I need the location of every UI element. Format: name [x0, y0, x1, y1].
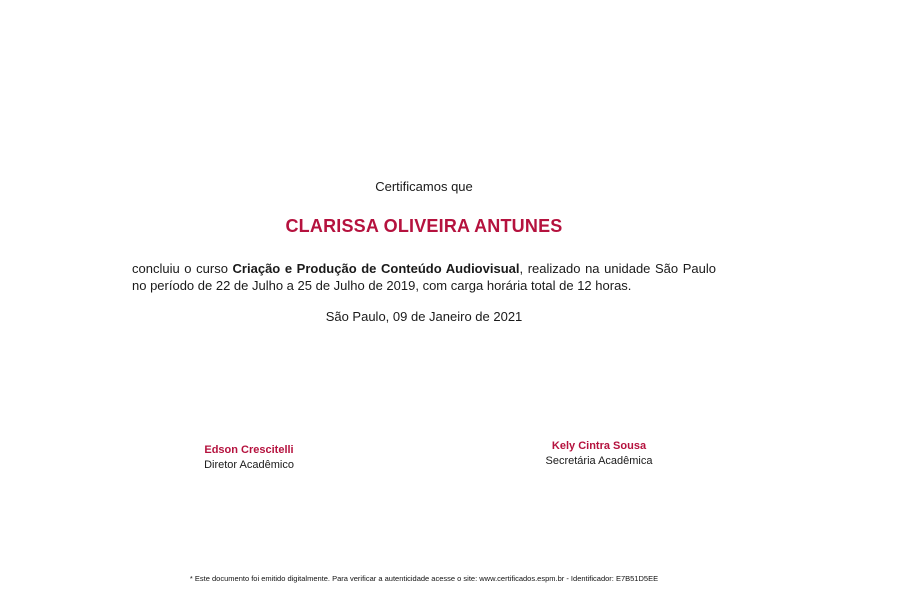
recipient-name: CLARISSA OLIVEIRA ANTUNES	[285, 216, 563, 236]
signature-block-director	[174, 443, 324, 473]
signatory-role: Diretor Acadêmico	[204, 459, 294, 471]
place-and-date: São Paulo, 09 de Janeiro de 2021	[325, 309, 523, 324]
verification-footer: * Este documento foi emitido digitalmente. Para verificar a autenticidade acesse o site: www.certificados.espm.br - Identificador: E7B51D5EE	[189, 574, 659, 583]
body-prefix: concluiu o curso	[132, 261, 233, 276]
certificate-body	[132, 260, 716, 294]
signature-block-secretary	[524, 439, 674, 469]
course-name: Criação e Produção de Conteúdo Audiovisual	[232, 261, 520, 276]
signatory-role: Secretária Acadêmica	[545, 455, 653, 467]
body-suffix: , realizado na unidade São Paulo no período de 22 de Julho a 25 de Julho de 2019, com carga horária total de 12 horas.	[132, 261, 716, 293]
signatory-name: Edson Crescitelli	[204, 444, 294, 456]
signatory-name: Kely Cintra Sousa	[551, 440, 647, 452]
certificate-intro: Certificamos que	[375, 179, 473, 194]
